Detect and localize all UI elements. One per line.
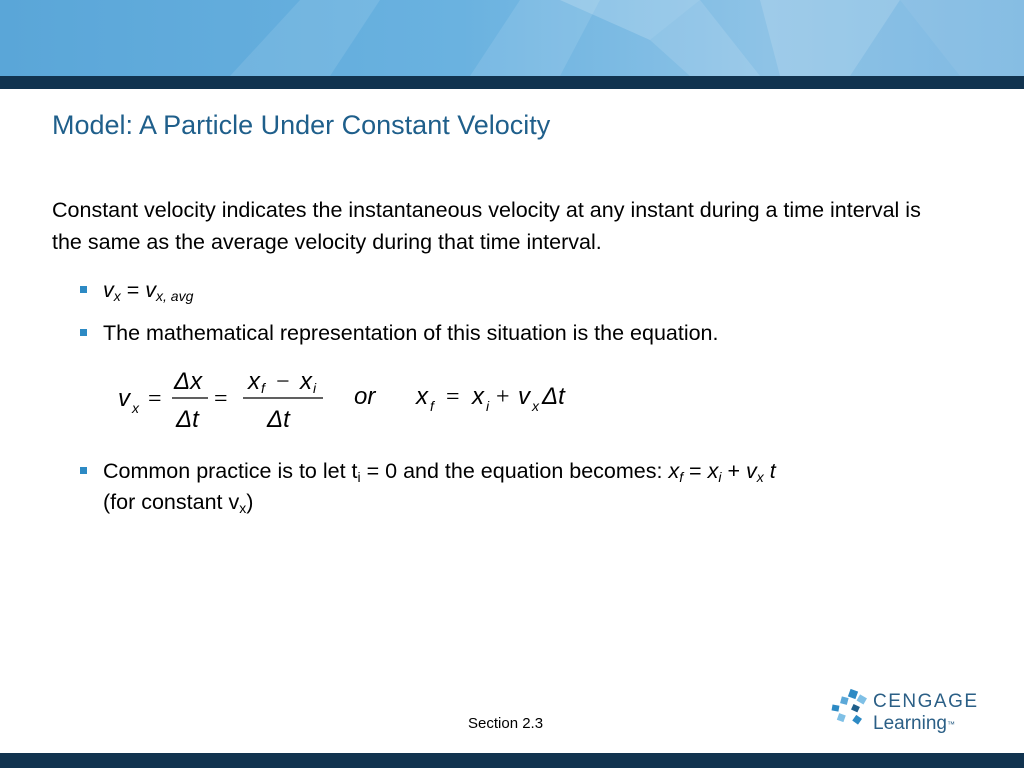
svg-text:v: v bbox=[518, 383, 530, 410]
header-band bbox=[0, 76, 1024, 89]
cengage-logo-icon bbox=[830, 688, 870, 728]
svg-text:x: x bbox=[416, 383, 428, 410]
svg-text:=: = bbox=[214, 386, 228, 412]
svg-text:f: f bbox=[430, 398, 434, 414]
svg-text:x: x bbox=[532, 398, 539, 414]
logo-name-bottom: Learning™ bbox=[873, 713, 955, 734]
bullet-marker bbox=[80, 329, 87, 336]
bullet-marker bbox=[80, 467, 87, 474]
svg-text:Δt: Δt bbox=[542, 383, 565, 410]
slide-title: Model: A Particle Under Constant Velocity bbox=[52, 110, 551, 140]
footer-band bbox=[0, 753, 1024, 768]
bullet-text: $v_x = v_{x, avg}$ bbox=[103, 278, 194, 304]
svg-text:−: − bbox=[276, 369, 290, 395]
svg-text:f: f bbox=[261, 380, 265, 396]
section-label: Section 2.3 bbox=[468, 715, 544, 732]
svg-text:v: v bbox=[118, 385, 130, 412]
velocity-equation bbox=[110, 360, 610, 440]
svg-text:i: i bbox=[313, 380, 317, 396]
logo-name-top: CENGAGE bbox=[873, 691, 979, 712]
svg-text:x: x bbox=[472, 383, 484, 410]
svg-text:+: + bbox=[496, 384, 510, 410]
cengage-wordmark bbox=[873, 692, 979, 733]
svg-text:=: = bbox=[446, 384, 460, 410]
svg-text:Δt: Δt bbox=[267, 406, 290, 433]
bullet-marker bbox=[80, 286, 87, 293]
banner-decoration bbox=[0, 0, 1024, 76]
svg-text:x: x bbox=[248, 368, 260, 395]
svg-text:i: i bbox=[486, 398, 490, 414]
bullet-text: The mathematical representation of this situation is the equation. bbox=[103, 321, 719, 345]
svg-text:Δx: Δx bbox=[174, 368, 203, 395]
svg-text:x: x bbox=[132, 400, 139, 416]
svg-text:x: x bbox=[300, 368, 312, 395]
intro-paragraph: Constant velocity indicates the instantaneous velocity at any instant during a time interval is the same as the average velocity during that time interval. bbox=[52, 198, 921, 254]
svg-text:Δt: Δt bbox=[176, 406, 199, 433]
bullet-text: Common practice is to let $t_i = 0$ and the equation becomes: $x_f = x_i + v_x$ t (for constant $v_x$) bbox=[103, 459, 776, 516]
svg-text:=: = bbox=[148, 386, 162, 412]
header-banner bbox=[0, 0, 1024, 76]
svg-text:or: or bbox=[354, 383, 376, 410]
